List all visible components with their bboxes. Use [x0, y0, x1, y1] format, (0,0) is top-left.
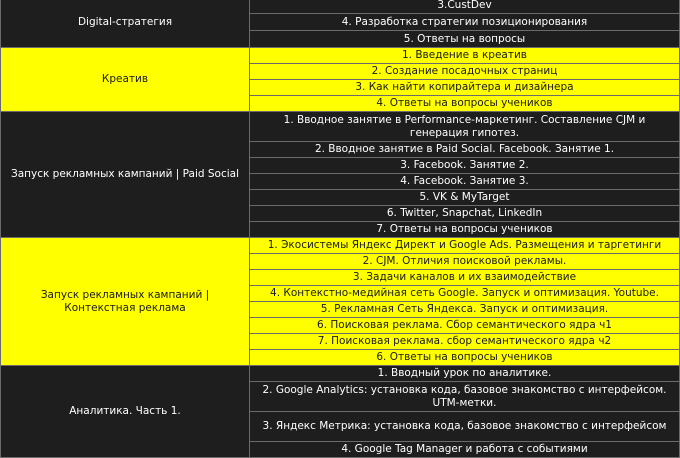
- lesson-cell: 7. Ответы на вопросы учеников: [250, 222, 680, 238]
- lesson-cell: 3. Задачи каналов и их взаимодействие: [250, 270, 680, 286]
- lesson-row: [1, 112, 680, 142]
- section-title: Запуск рекламных кампаний | Paid Social: [1, 112, 250, 238]
- lesson-cell: 4. Разработка стратегии позиционирования: [250, 14, 680, 31]
- lesson-cell: 4. Google Tag Manager и работа с событиями: [250, 442, 680, 458]
- lesson-cell: 4. Ответы на вопросы учеников: [250, 96, 680, 112]
- lesson-cell: 2. Создание посадочных страниц: [250, 64, 680, 80]
- lesson-cell: 5. Рекламная Сеть Яндекса. Запуск и оптимизация.: [250, 302, 680, 318]
- lesson-cell: 3.CustDev: [250, 0, 680, 14]
- lesson-cell: 2. Вводное занятие в Paid Social. Facebook. Занятие 1.: [250, 142, 680, 158]
- lesson-row: [1, 0, 680, 14]
- lesson-row: [1, 48, 680, 64]
- lesson-cell: 2. Google Analytics: установка кода, базовое знакомство с интерфейсом. UTM-метки.: [250, 382, 680, 412]
- lesson-cell: 5. VK & MyTarget: [250, 190, 680, 206]
- section-title: Креатив: [1, 48, 250, 112]
- lesson-cell: 3. Как найти копирайтера и дизайнера: [250, 80, 680, 96]
- lesson-cell: 1. Вводный урок по аналитике.: [250, 366, 680, 382]
- lesson-cell: 4. Facebook. Занятие 3.: [250, 174, 680, 190]
- lesson-row: [1, 238, 680, 254]
- lesson-cell: 1. Введение в креатив: [250, 48, 680, 64]
- lesson-row: [1, 366, 680, 382]
- section-title: Запуск рекламных кампаний | Контекстная реклама: [1, 238, 250, 366]
- lesson-cell: 6. Ответы на вопросы учеников: [250, 350, 680, 366]
- lesson-cell: 5. Ответы на вопросы: [250, 31, 680, 48]
- lesson-cell: 1. Вводное занятие в Performance-маркетинг. Составление CJM и генерация гипотез.: [250, 112, 680, 142]
- lesson-cell: 2. CJM. Отличия поисковой рекламы.: [250, 254, 680, 270]
- lesson-cell: 3. Facebook. Занятие 2.: [250, 158, 680, 174]
- lesson-cell: 7. Поисковая реклама. сбор семантического ядра ч2: [250, 334, 680, 350]
- lesson-cell: 1. Экосистемы Яндекс Директ и Google Ads. Размещения и таргетинги: [250, 238, 680, 254]
- lesson-cell: 6. Поисковая реклама. Сбор семантического ядра ч1: [250, 318, 680, 334]
- lesson-cell: 3. Яндекс Метрика: установка кода, базовое знакомство с интерфейсом: [250, 412, 680, 442]
- section-title: Аналитика. Часть 1.: [1, 366, 250, 458]
- lesson-cell: 4. Контекстно-медийная сеть Google. Запуск и оптимизация. Youtube.: [250, 286, 680, 302]
- section-title: Digital-стратегия: [1, 0, 250, 48]
- lesson-cell: 6. Twitter, Snapchat, LinkedIn: [250, 206, 680, 222]
